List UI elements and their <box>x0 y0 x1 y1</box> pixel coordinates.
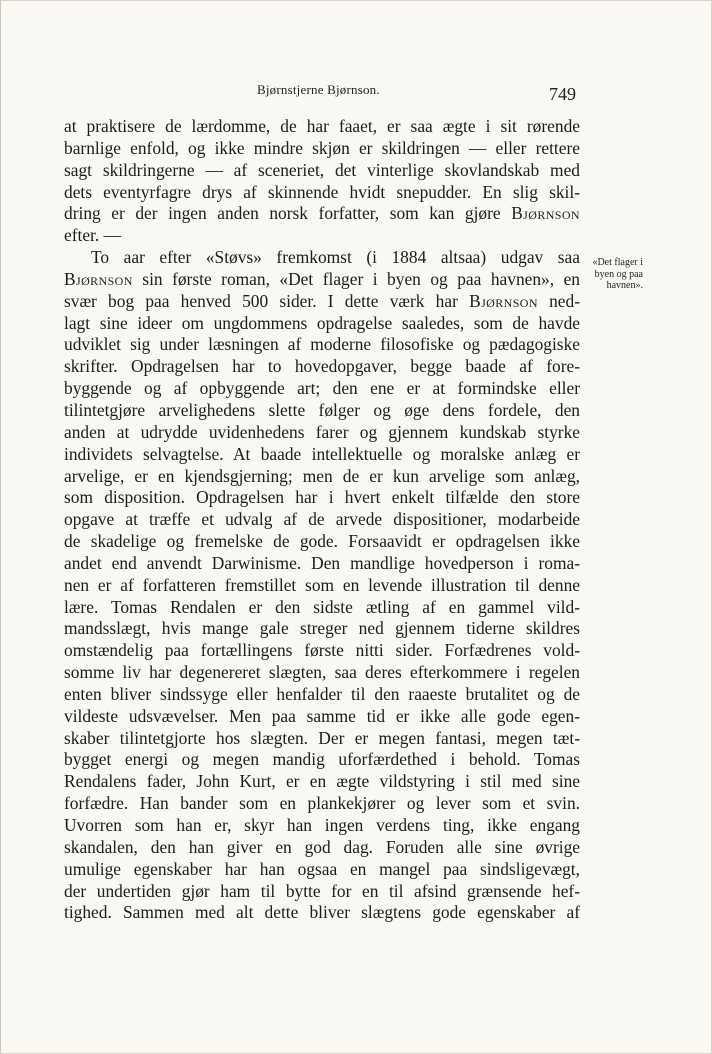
text-line: udviklet sig under læsningen af moderne filosofiske og pædagogiske <box>64 334 580 355</box>
text-line: anden at udrydde uvidenhedens farer og gjennem kundskab styrke <box>64 421 580 442</box>
text-line: sagt skildringerne — af sceneriet, det vinterlige skovlandskab med <box>64 159 580 180</box>
text-line: tilintetgjøre arvelighedens slette følger og øge dens fordele, den <box>64 399 580 420</box>
text-line: Bjørnson sin første roman, «Det flager i byen og paa havnen», en <box>64 268 580 289</box>
text-line: vildeste udsvævelser. Men paa samme tid er ikke alle gode egen- <box>64 705 580 726</box>
text-line: dring er der ingen anden norsk forfatter, som kan gjøre Bjørnson <box>64 203 580 224</box>
text-line: omstændelig paa fortællingens første nitti sider. Forfædrenes vold- <box>64 640 580 661</box>
text-line: arvelige, er en kjendsgjerning; men de er kun arvelige som anlæg, <box>64 465 580 486</box>
page-header <box>0 0 712 110</box>
text-line: opgave at træffe et udvalg af de arvede dispositioner, modarbeide <box>64 509 580 530</box>
author-name: Bjørnson <box>64 268 133 289</box>
text-line: bygget energi og megen mandig uforfærdethed i behold. Tomas <box>64 749 580 770</box>
text-line: andet end anvendt Darwinisme. Den mandlige hovedperson i roma- <box>64 552 580 573</box>
text-line: lagt sine ideer om ungdommens opdragelse saaledes, som de havde <box>64 312 580 333</box>
text-line: umulige egenskaber har han ogsaa en mangel paa sindsligevægt, <box>64 858 580 879</box>
text-line: som disposition. Opdragelsen har i hvert enkelt tilfælde den store <box>64 487 580 508</box>
text-line: tighed. Sammen med alt dette bliver slægtens gode egenskaber af <box>64 902 580 923</box>
text-line: Rendalens fader, John Kurt, er en ægte vildstyring i stil med sine <box>64 771 580 792</box>
text-line: To aar efter «Støvs» fremkomst (i 1884 altsaa) udgav saa <box>91 247 580 268</box>
text-line: individets selvagtelse. At baade intellektuelle og moralske anlæg er <box>64 443 580 464</box>
running-title: Bjørnstjerne Bjørnson. <box>257 82 380 97</box>
text-line: mandsslægt, hvis mange gale streger ned gjennem tiderne skildres <box>64 618 580 639</box>
text-line: skandalen, den han giver en god dag. Foruden alle sine øvrige <box>64 836 580 857</box>
text-line: skaber tilintetgjorte hos slægten. Der er megen fantasi, megen tæt- <box>64 727 580 748</box>
margin-note-line: byen og paa <box>594 268 643 280</box>
text-line: at praktisere de lærdomme, de har faaet, er saa ægte i sit rørende <box>64 116 580 136</box>
margin-note-line: havnen». <box>606 280 643 291</box>
text-line: skrifter. Opdragelsen har to hovedopgaver, begge baade af fore- <box>64 356 580 377</box>
author-name: Bjørnson <box>511 203 580 224</box>
text-line: svær bog paa henved 500 sider. I dette værk har Bjørnson ned- <box>64 290 581 311</box>
text-line: efter. — <box>64 225 121 246</box>
body-text <box>64 116 580 924</box>
text-line: nen er af forfatteren fremstillet som en levende illustration til denne <box>64 574 580 595</box>
margin-note-line: «Det flager i <box>592 257 643 268</box>
text-line: dets eventyrfagre drys af skinnende hvidt snepudder. En slig skil- <box>64 181 580 202</box>
text-line: der undertiden gjør ham til bytte for en til afsind grænsende hef- <box>64 880 580 901</box>
text-line: barnlige enfold, og ikke mindre skjøn er skildringen — eller rettere <box>64 137 580 158</box>
text-line: de skadelige og fremelske de gode. Forsaavidt er opdragelsen ikke <box>64 531 580 552</box>
text-line: lære. Tomas Rendalen er den sidste ætling af en gammel vild- <box>64 596 580 617</box>
page-number: 749 <box>549 84 576 104</box>
text-line: forfædre. Han bander som en plankekjører og lever som et svin. <box>64 793 580 814</box>
text-line: somme liv har degenereret slægten, saa deres efterkommere i regelen <box>64 662 580 683</box>
margin-note <box>583 257 643 292</box>
text-line: Uvorren som han er, skyr han ingen verdens ting, ikke engang <box>64 815 580 835</box>
author-name: Bjørnson <box>469 290 538 311</box>
text-line: enten bliver sindssyge eller henfalder til den raaeste brutalitet og de <box>64 683 580 704</box>
text-line: byggende og af opbyggende art; den ene er at formindske eller <box>64 378 580 399</box>
